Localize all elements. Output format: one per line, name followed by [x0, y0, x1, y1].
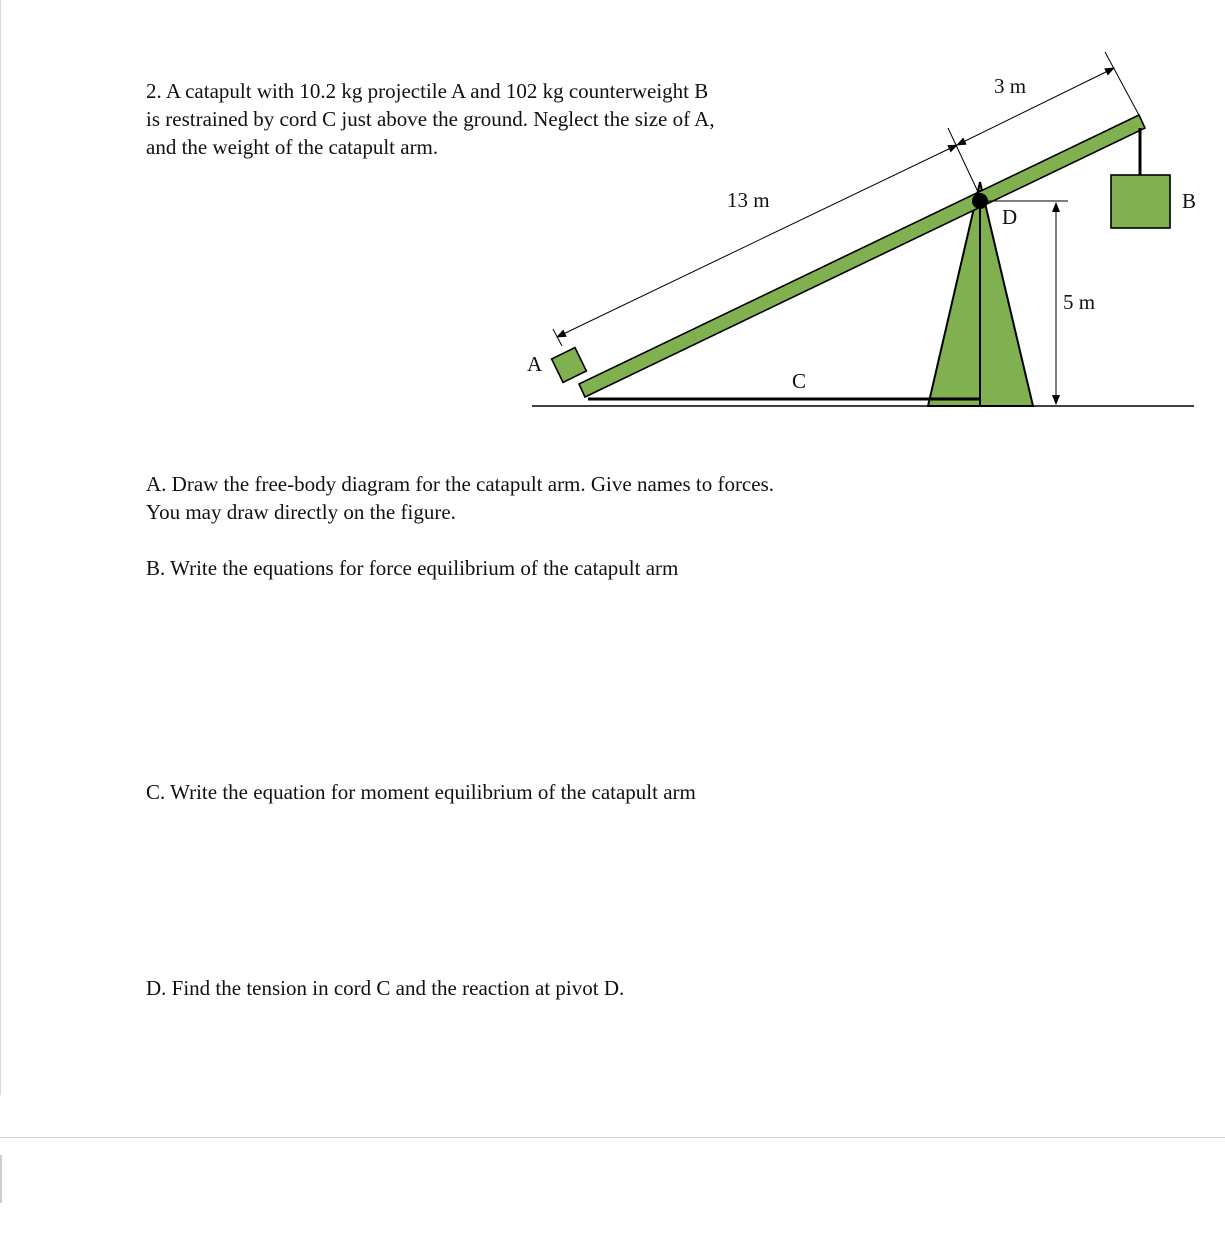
- catapult-arm: [579, 115, 1145, 397]
- label-5m: 5 m: [1063, 290, 1096, 314]
- label-3m: 3 m: [994, 74, 1027, 98]
- question-c: [146, 778, 966, 806]
- question-d: [146, 974, 966, 1002]
- label-b: B: [1182, 189, 1197, 213]
- dimension-13m-tick-left: [553, 329, 562, 346]
- dimension-witness-line-pivot: [948, 128, 979, 194]
- dimension-3m-arrow: [957, 68, 1114, 145]
- question-d-line-1: D. Find the tension in cord C and the reaction at pivot D.: [146, 976, 625, 1000]
- problem-line-1: 2. A catapult with 10.2 kg projectile A and 102 kg counterweight B: [146, 79, 709, 103]
- problem-line-2: is restrained by cord C just above the ground. Neglect the size of A,: [146, 107, 715, 131]
- label-d: D: [1002, 205, 1018, 229]
- dimension-witness-line-end: [1105, 52, 1140, 117]
- page-divider: [0, 1137, 1225, 1138]
- question-a-line-1: A. Draw the free-body diagram for the catapult arm. Give names to forces.: [146, 472, 775, 496]
- label-c: C: [792, 369, 807, 393]
- counterweight-b: [1111, 175, 1170, 228]
- label-a: A: [527, 352, 543, 376]
- question-b-line-1: B. Write the equations for force equilibrium of the catapult arm: [146, 556, 679, 580]
- pivot-pin: [972, 193, 988, 209]
- question-a: [146, 470, 966, 526]
- question-a-line-2: You may draw directly on the figure.: [146, 500, 456, 524]
- question-c-line-1: C. Write the equation for moment equilibrium of the catapult arm: [146, 780, 696, 804]
- projectile-a: [552, 348, 587, 383]
- catapult-figure: [0, 0, 1225, 440]
- next-page-edge: [0, 1155, 2, 1203]
- problem-line-3: and the weight of the catapult arm.: [146, 135, 439, 159]
- label-13m: 13 m: [727, 188, 770, 212]
- question-b: [146, 554, 966, 582]
